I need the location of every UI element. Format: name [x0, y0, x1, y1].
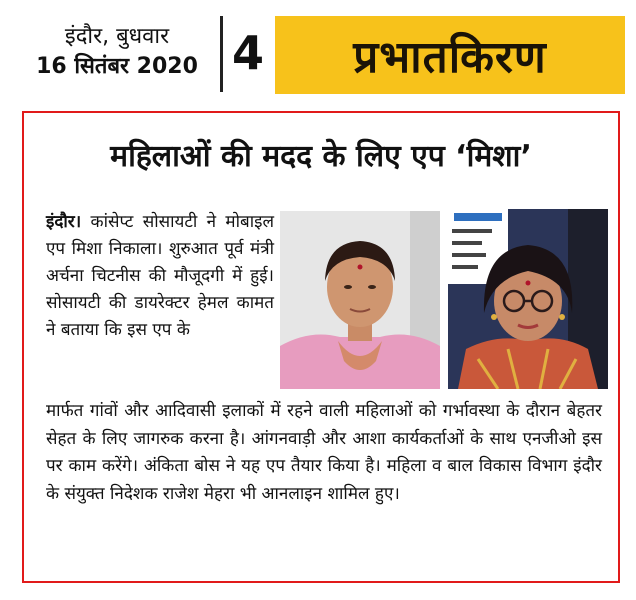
article-dateline: इंदौर। — [46, 212, 82, 232]
issue-date: 16 सितंबर 2020 — [36, 54, 198, 79]
header-divider — [220, 16, 223, 92]
article-body-bottom: मार्फत गांवों और आदिवासी इलाकों में रहने वाली महिलाओं को गर्भावस्था के दौरान बेहतर सेहत के लिए जागरुक करना है। आंगनवाड़ी और आशा कार्यकर्ताओं के साथ एनजीओ इस पर काम करेंगे। अंकिता बोस ने यह एप तैयार किया है। महिला व बाल विकास विभाग इंदौर के संयुक्त निदेशक राजेश मेहरा भी आनलाइन शामिल हुए। — [46, 401, 602, 504]
newspaper-header — [10, 8, 626, 100]
portrait-photo-1 — [280, 211, 440, 389]
article-text-top: कांसेप्ट सोसायटी ने मोबाइल एप मिशा निकाला। शुरुआत पूर्व मंत्री अर्चना चिटनीस की मौजूदगी में हुई। सोसायटी की डायरेक्टर हेमल कामत ने बताया कि इस एप के — [46, 212, 274, 340]
city-day: इंदौर, बुधवार — [64, 24, 170, 49]
dateline-block — [24, 22, 210, 82]
article-body-top — [46, 209, 274, 344]
page-number: 4 — [232, 26, 265, 80]
article-frame — [22, 111, 620, 583]
masthead-logo — [275, 16, 625, 94]
portrait-photo-2 — [448, 209, 608, 389]
article-headline: महिलाओं की मदद के लिए एप ‘मिशा’ — [110, 139, 532, 174]
masthead-title: प्रभातकिरण — [353, 32, 547, 83]
